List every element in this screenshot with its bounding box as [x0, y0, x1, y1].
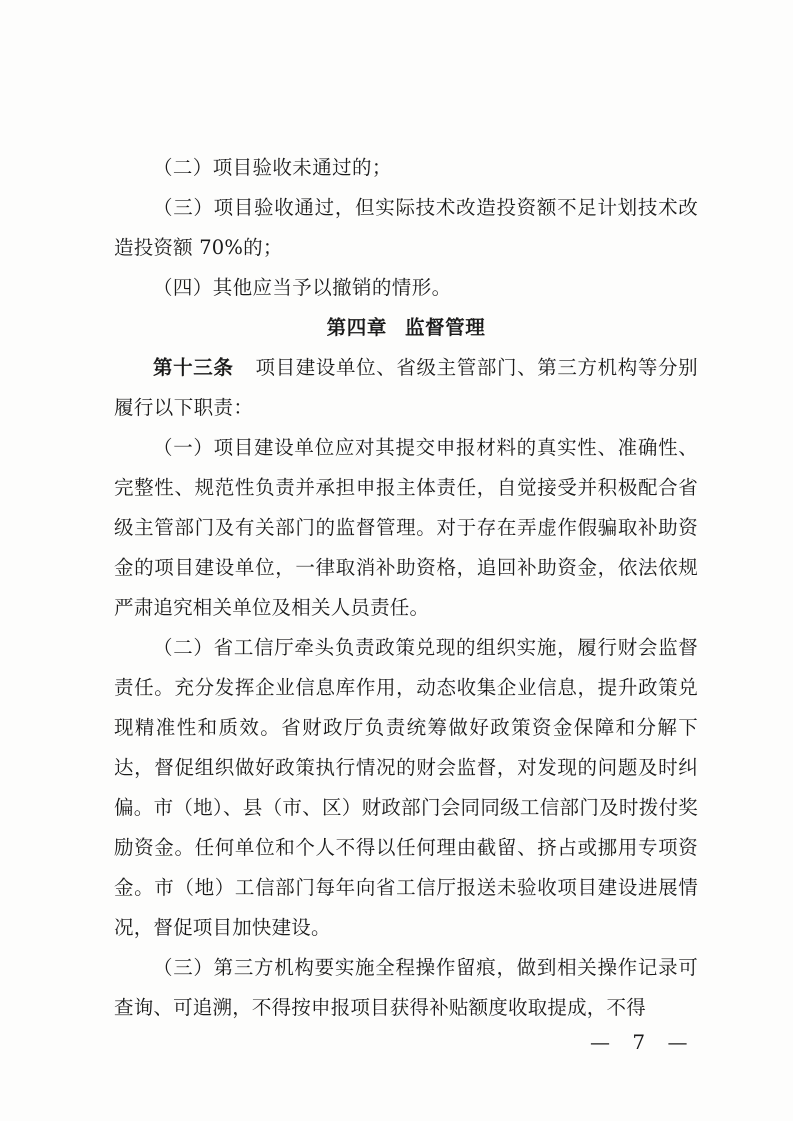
duty-item-1: （一）项目建设单位应对其提交申报材料的真实性、准确性、完整性、规范性负责并承担申报主体责任，自觉接受并积极配合省级主管部门及有关部门的监督管理。对于存在弄虚作假骗取补助资金的项目建设单位，一律取消补助资格，追回补助资金，依法依规严肃追究相关单位及相关人员责任。: [114, 436, 698, 619]
paragraph-item-3: （三）项目验收通过，但实际技术改造投资额不足计划技术改造投资额 70%的；: [114, 196, 698, 259]
chapter-title: 监督管理: [404, 316, 486, 339]
article-text: 项目建设单位、省级主管部门、第三方机构等分别履行以下职责：: [114, 356, 698, 419]
duty-item-2: （二）省工信厅牵头负责政策兑现的组织实施，履行财会监督责任。充分发挥企业信息库作用，动态收集企业信息，提升政策兑现精准性和质效。省财政厅负责统筹做好政策资金保障和分解下达，督促组织做好政策执行情况的财会监督，对发现的问题及时纠偏。市（地）、县（市、区）财政部门会同同级工信部门及时拨付奖励资金。任何单位和个人不得以任何理由截留、挤占或挪用专项资金。市（地）工信部门每年向省工信厅报送未验收项目建设进展情况，督促项目加快建设。: [114, 636, 698, 939]
duty-item-3: （三）第三方机构要实施全程操作留痕，做到相关操作记录可查询、可追溯，不得按申报项目获得补贴额度收取提成，不得: [114, 956, 698, 1019]
article-number: 第十三条: [153, 356, 234, 379]
document-body: [114, 148, 698, 1028]
chapter-heading: [114, 308, 698, 348]
chapter-number: 第四章: [326, 316, 387, 339]
paragraph-item-2: （二）项目验收未通过的；: [153, 156, 392, 179]
paragraph-item-4: （四）其他应当予以撤销的情形。: [153, 276, 452, 299]
page-number: — 7 —: [590, 1030, 696, 1054]
article-13-paragraph: [114, 348, 698, 428]
